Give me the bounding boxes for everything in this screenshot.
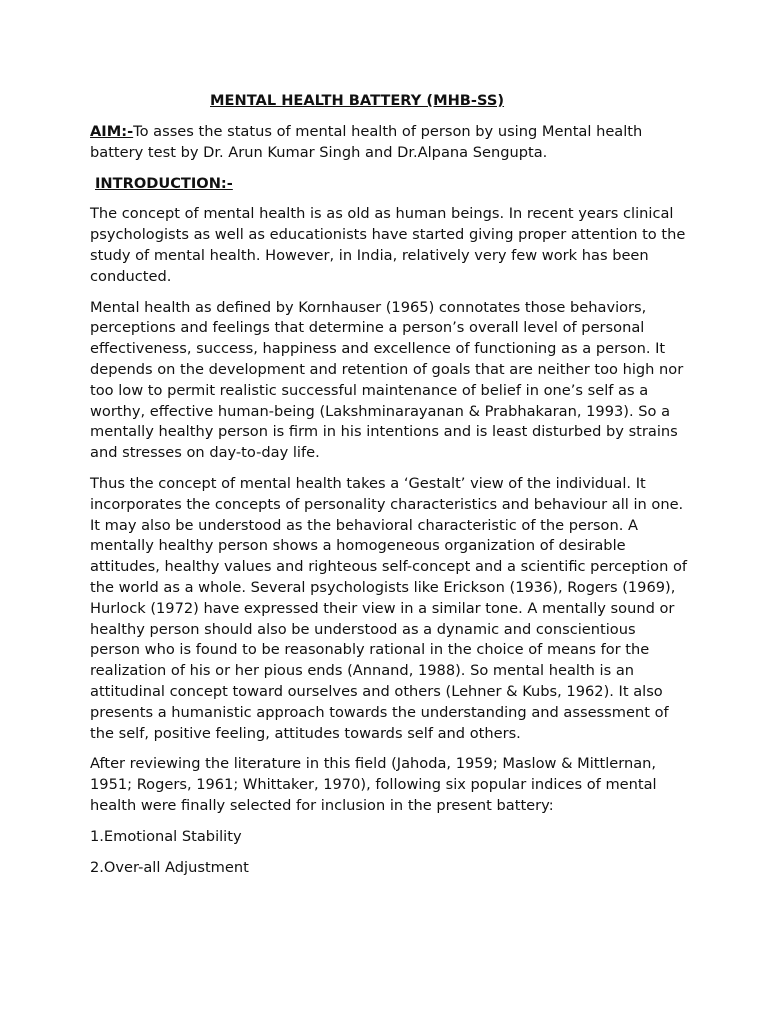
aim-paragraph [90, 122, 690, 164]
aim-label: AIM:- [90, 123, 134, 140]
aim-text: To asses the status of mental health of person by using Mental health battery test by Dr. Arun Kumar Singh and Dr.Alpana Sengupta. [90, 123, 643, 161]
index-item-overall-adjustment: 2.Over-all Adjustment [90, 858, 249, 876]
intro-paragraph-2: Mental health as defined by Kornhauser (1965) connotates those behaviors, perceptions and feelings that determine a person’s overall level of personal effectiveness, success, happiness and excellence of functioning as a person. It depends on the development and retention of goals that are neither too high nor too low to permit realistic successful maintenance of belief in one’s self as a worthy, effective human-being (Lakshminarayanan & Prabhakaran, 1993). So a mentally healthy person is firm in his intentions and is least disturbed by strains and stresses on day-to-day life. [90, 298, 684, 462]
intro-paragraph-1: The concept of mental health is as old as human beings. In recent years clinical psychologists as well as educationists have started giving proper attention to the study of mental health. However, in India, relatively very few work has been conducted. [90, 205, 686, 285]
intro-paragraph-4: After reviewing the literature in this field (Jahoda, 1959; Maslow & Mittlernan, 1951; Rogers, 1961; Whittaker, 1970), following six popular indices of mental health were finally selected for inclusion in the present battery: [90, 755, 657, 814]
introduction-heading: INTRODUCTION:- [95, 174, 233, 192]
intro-paragraph-3: Thus the concept of mental health takes a ‘Gestalt’ view of the individual. It incorporates the concepts of personality characteristics and behaviour all in one. It may also be understood as the behavioral characteristic of the person. A mentally healthy person shows a homogeneous organization of desirable attitudes, healthy values and righteous self-concept and a scientific perception of the world as a whole. Several psychologists like Erickson (1936), Rogers (1969), Hurlock (1972) have expressed their view in a similar tone. A mentally sound or healthy person should also be understood as a dynamic and conscientious person who is found to be reasonably rational in the choice of means for the realization of his or her pious ends (Annand, 1988). So mental health is an attitudinal concept toward ourselves and others (Lehner & Kubs, 1962). It also presents a humanistic approach towards the understanding and assessment of the self, positive feeling, attitudes towards self and others. [90, 474, 688, 742]
document-page [90, 91, 690, 878]
document-title: MENTAL HEALTH BATTERY (MHB-SS) [210, 92, 505, 109]
index-item-emotional-stability: 1.Emotional Stability [90, 827, 242, 845]
